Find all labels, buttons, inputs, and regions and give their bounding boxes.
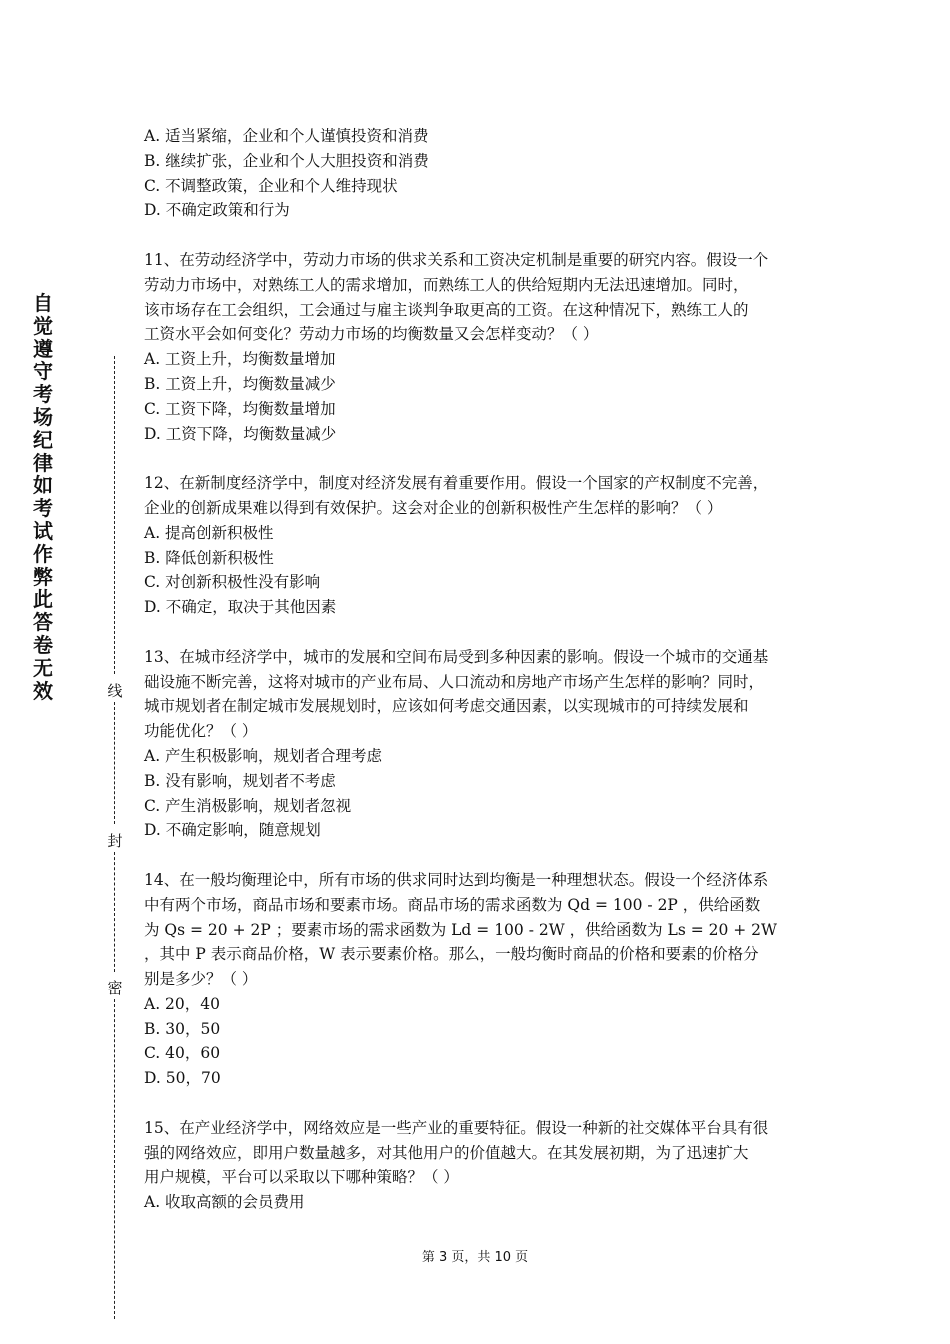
- page-number-footer: 第 3 页，共 10 页: [421, 1250, 529, 1265]
- option-line: A. 收取高额的会员费用: [144, 1193, 305, 1212]
- notice-char: 纪: [33, 427, 53, 452]
- option-line: C. 不调整政策，企业和个人维持现状: [144, 176, 398, 195]
- notice-char: 觉: [33, 313, 53, 338]
- option-line: A. 工资上升，均衡数量增加: [144, 350, 336, 369]
- notice-char: 试: [33, 518, 53, 543]
- question-stem-line: 础设施不断完善，这将对城市的产业布局、人口流动和房地产市场产生怎样的影响？同时，: [144, 672, 765, 691]
- question-stem-line: 11、在劳动经济学中，劳动力市场的供求关系和工资决定机制是重要的研究内容。假设一个: [144, 250, 769, 269]
- question-stem-line: 13、在城市经济学中，城市的发展和空间布局受到多种因素的影响。假设一个城市的交通基: [144, 647, 769, 666]
- option-line: B. 30，50: [144, 1019, 221, 1038]
- notice-char: 场: [33, 404, 53, 429]
- option-line: D. 工资下降，均衡数量减少: [144, 424, 337, 443]
- question-stem-line: 为 Qs = 20 + 2P ；要素市场的需求函数为 Ld = 100 - 2W ，供给函数为 Ls = 20 + 2W: [144, 920, 777, 939]
- notice-char: 作: [33, 541, 53, 566]
- question-stem-line: 企业的创新成果难以得到有效保护。这会对企业的创新积极性产生怎样的影响？（ ）: [144, 498, 723, 517]
- question-15: [144, 1116, 810, 1215]
- option-line: B. 工资上升，均衡数量减少: [144, 374, 336, 393]
- notice-char: 自: [33, 291, 53, 315]
- question-stem-line: 该市场存在工会组织，工会通过与雇主谈判争取更高的工资。在这种情况下，熟练工人的: [144, 300, 749, 319]
- option-line: C. 产生消极影响，规划者忽视: [144, 796, 352, 815]
- question-stem-line: 功能优化？（ ）: [144, 722, 258, 741]
- question-stem-line: 中有两个市场，商品市场和要素市场。商品市场的需求函数为 Qd = 100 - 2P ，供给函数: [144, 895, 761, 914]
- notice-char: 效: [33, 678, 53, 703]
- notice-char: 无: [33, 655, 53, 680]
- notice-char: 答: [33, 610, 53, 635]
- option-line: B. 继续扩张，企业和个人大胆投资和消费: [144, 151, 429, 170]
- question-13: [144, 645, 810, 843]
- seal-mark-seal: 封: [105, 830, 125, 851]
- seal-mark-secret: 密: [105, 977, 125, 998]
- notice-char: 如: [33, 473, 53, 498]
- option-line: A. 20，40: [144, 994, 220, 1013]
- notice-char: 此: [33, 587, 53, 612]
- option-line: A. 提高创新积极性: [144, 523, 274, 542]
- question-stem-line: 城市规划者在制定城市发展规划时，应该如何考虑交通因素，以实现城市的可持续发展和: [144, 697, 749, 716]
- option-line: B. 没有影响，规划者不考虑: [144, 771, 336, 790]
- option-line: C. 对创新积极性没有影响: [144, 573, 321, 592]
- notice-char: 考: [33, 496, 53, 521]
- binding-dash-line-top: [114, 356, 115, 674]
- option-line: D. 不确定，取决于其他因素: [144, 598, 337, 617]
- question-12: [144, 471, 810, 620]
- question-stem-line: 劳动力市场中，对熟练工人的需求增加，而熟练工人的供给短期内无法迅速增加。同时，: [144, 275, 749, 294]
- binding-dash-line-lower: [114, 852, 115, 972]
- notice-char: 守: [33, 359, 53, 384]
- option-line: D. 不确定影响，随意规划: [144, 821, 321, 840]
- question-stem-line: 用户规模，平台可以采取以下哪种策略？（ ）: [144, 1168, 459, 1187]
- option-line: C. 40，60: [144, 1044, 221, 1063]
- notice-char: 律: [33, 450, 53, 475]
- exam-discipline-notice: [29, 292, 57, 702]
- question-stem-line: 14、在一般均衡理论中，所有市场的供求同时达到均衡是一种理想状态。假设一个经济体系: [144, 870, 769, 889]
- question-14: [144, 868, 810, 1091]
- binding-dash-line-bottom: [114, 999, 115, 1319]
- question-stem-line: 12、在新制度经济学中，制度对经济发展有着重要作用。假设一个国家的产权制度不完善，: [144, 474, 769, 493]
- seal-mark-line: 线: [105, 680, 125, 701]
- option-line: A. 适当紧缩，企业和个人谨慎投资和消费: [144, 127, 429, 145]
- option-line: D. 不确定政策和行为: [144, 201, 290, 220]
- option-line: B. 降低创新积极性: [144, 548, 274, 567]
- option-line: D. 50，70: [144, 1069, 221, 1088]
- option-line: A. 产生积极影响，规划者合理考虑: [144, 746, 383, 765]
- question-stem-line: 强的网络效应，即用户数量越多，对其他用户的价值越大。在其发展初期，为了迅速扩大: [144, 1143, 749, 1162]
- question-stem-line: 15、在产业经济学中，网络效应是一些产业的重要特征。假设一种新的社交媒体平台具有很: [144, 1118, 769, 1137]
- question-stem-line: ，其中 P 表示商品价格，W 表示要素价格。那么，一般均衡时商品的价格和要素的价格分: [144, 945, 759, 964]
- question-stem-line: 别是多少？（ ）: [144, 970, 258, 989]
- option-line: C. 工资下降，均衡数量增加: [144, 399, 336, 418]
- question-stem-line: 工资水平会如何变化？劳动力市场的均衡数量又会怎样变动？（ ）: [144, 325, 599, 344]
- question-content: [144, 124, 810, 1215]
- notice-char: 遵: [33, 336, 53, 361]
- notice-char: 考: [33, 382, 53, 407]
- notice-char: 卷: [33, 632, 53, 657]
- question-11: [144, 248, 810, 446]
- notice-char: 弊: [33, 564, 53, 589]
- previous-question-options: [144, 124, 810, 223]
- binding-dash-line-mid: [114, 702, 115, 824]
